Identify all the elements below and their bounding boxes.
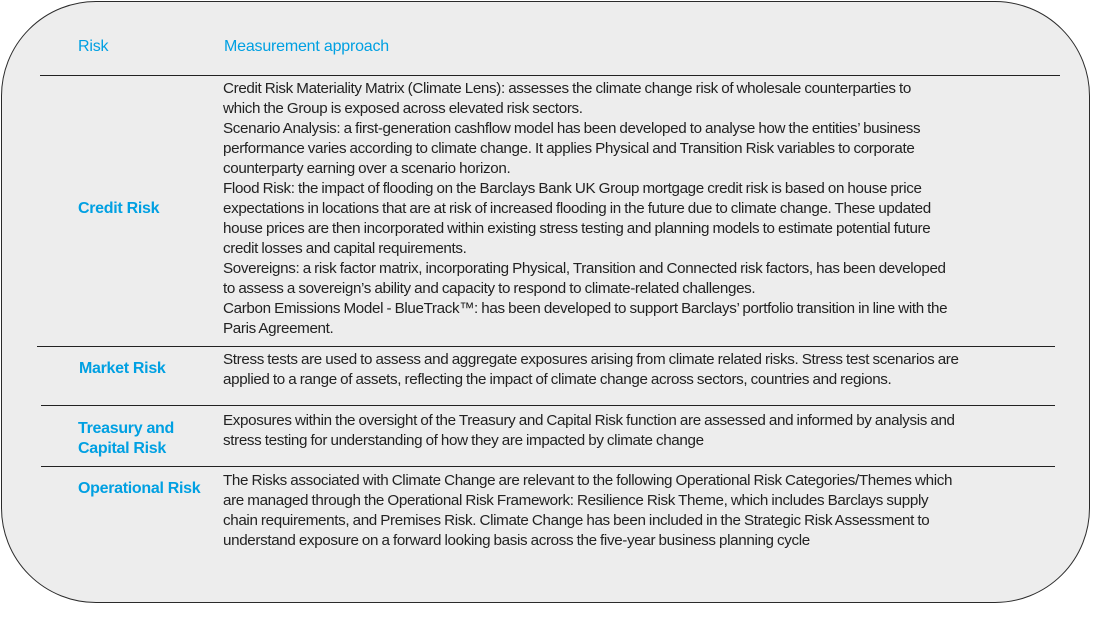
row-divider — [41, 466, 1055, 467]
text-line: applied to a range of assets, reflecting the impact of climate change across sectors, countries and regions. — [223, 371, 892, 388]
text-line: performance varies according to climate change. It applies Physical and Transition Risk variables to corporate — [223, 140, 915, 157]
text-line: house prices are then incorporated within existing stress testing and planning models to estimate potential future — [223, 220, 931, 237]
text-line: Credit Risk Materiality Matrix (Climate Lens): assesses the climate change risk of wholesale counterparties to — [223, 80, 912, 97]
label-line: Capital Risk — [78, 440, 166, 457]
row-approach-treasury-capital-risk — [223, 411, 1063, 451]
text-line: expectations in locations that are at risk of increased flooding in the future due to climate change. These updated — [223, 200, 931, 217]
label-line: Treasury and — [78, 420, 175, 437]
header-divider — [40, 75, 1060, 76]
text-line: credit losses and capital requirements. — [223, 240, 467, 257]
row-label-market-risk: Market Risk — [79, 360, 166, 377]
text-line: chain requirements, and Premises Risk. Climate Change has been included in the Strategic Risk Assessment to — [223, 512, 930, 529]
row-approach-operational-risk — [223, 471, 1063, 551]
column-header-measurement-approach: Measurement approach — [224, 38, 389, 55]
row-divider — [41, 405, 1055, 406]
text-line: which the Group is exposed across elevated risk sectors. — [223, 100, 583, 117]
text-line: Sovereigns: a risk factor matrix, incorporating Physical, Transition and Connected risk factors, has been developed — [223, 260, 946, 277]
row-label-credit-risk: Credit Risk — [78, 200, 160, 217]
text-line: Paris Agreement. — [223, 320, 334, 337]
text-line: Scenario Analysis: a first-generation cashflow model has been developed to analyse how the entities’ business — [223, 120, 921, 137]
row-divider — [37, 346, 1055, 347]
row-label-operational-risk: Operational Risk — [78, 480, 201, 497]
row-approach-market-risk — [223, 350, 1063, 390]
text-line: understand exposure on a forward looking basis across the five-year business planning cycle — [223, 532, 810, 549]
text-line: to assess a sovereign’s ability and capacity to respond to climate-related challenges. — [223, 280, 756, 297]
text-line: Stress tests are used to assess and aggregate exposures arising from climate related risks. Stress test scenarios are — [223, 351, 959, 368]
row-approach-credit-risk — [223, 79, 1063, 339]
text-line: are managed through the Operational Risk Framework: Resilience Risk Theme, which includes Barclays supply — [223, 492, 929, 509]
text-line: Carbon Emissions Model - BlueTrack™: has been developed to support Barclays’ portfolio transition in line with the — [223, 300, 948, 317]
column-header-risk: Risk — [78, 38, 109, 55]
text-line: stress testing for understanding of how they are impacted by climate change — [223, 432, 704, 449]
text-line: The Risks associated with Climate Change are relevant to the following Operational Risk Categories/Themes which — [223, 472, 953, 489]
text-line: counterparty earning over a scenario horizon. — [223, 160, 511, 177]
text-line: Exposures within the oversight of the Treasury and Capital Risk function are assessed and informed by analysis and — [223, 412, 955, 429]
text-line: Flood Risk: the impact of flooding on the Barclays Bank UK Group mortgage credit risk is based on house price — [223, 180, 922, 197]
row-label-treasury-capital-risk — [78, 419, 174, 459]
